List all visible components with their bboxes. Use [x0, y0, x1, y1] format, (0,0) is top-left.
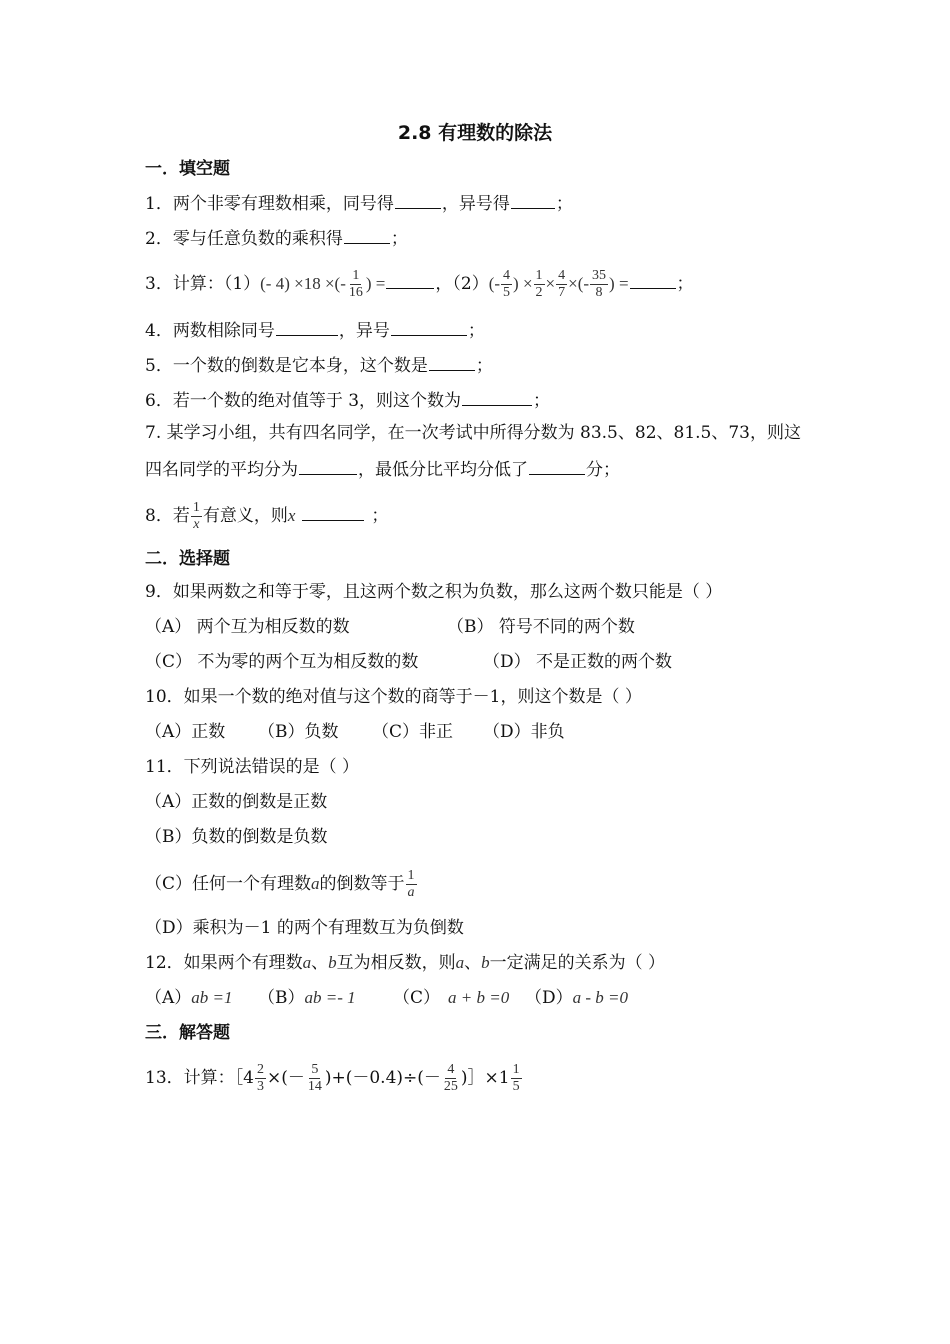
- q1-text-c: ；: [555, 194, 573, 214]
- page-title: 2.8 有理数的除法: [397, 122, 553, 144]
- q8-f-den: x: [193, 517, 200, 532]
- q12-a-math: ab =1: [191, 988, 233, 1007]
- q11-option-d[interactable]: （D）乘积为－1 的两个有理数互为负倒数: [145, 918, 464, 938]
- q3-expr-4: ) ×: [513, 274, 533, 293]
- q13-f4-den: 5: [512, 1079, 520, 1094]
- q3-expr-2: ) =: [365, 274, 386, 293]
- q7-text-a: 四名同学的平均分为: [145, 460, 298, 480]
- q13-text-c: )+(－0.4)÷(－: [324, 1068, 441, 1088]
- question-11-stem: 11．下列说法错误的是（ ）: [145, 757, 360, 777]
- question-9-stem: 9．如果两数之和等于零，且这两个数之积为负数，那么这两个数只能是（ ）: [145, 582, 723, 602]
- q12-b-label: （B）: [258, 988, 305, 1008]
- q2-blank[interactable]: [344, 225, 390, 244]
- q12-text-c: 互为相反数，则: [336, 953, 456, 973]
- q12-option-b[interactable]: [258, 986, 356, 1010]
- q3-expr-7: ) =: [609, 274, 629, 293]
- q3-text-k: ；: [676, 274, 694, 294]
- q3-f2-den: 5: [503, 285, 511, 300]
- question-3: [145, 268, 815, 301]
- q13-f1-den: 3: [256, 1079, 264, 1094]
- q12-c-math: a + b =0: [448, 988, 510, 1007]
- q13-f1-num: 2: [256, 1062, 264, 1077]
- q13-f3-num: 4: [447, 1062, 455, 1077]
- q4-blank-1[interactable]: [276, 317, 338, 336]
- q13-text-b: ×(－: [266, 1068, 305, 1088]
- q4-text-c: ；: [467, 321, 485, 341]
- q1-blank-2[interactable]: [511, 190, 555, 209]
- q11-c-f-den: a: [407, 885, 415, 900]
- q3-fraction-5: [590, 268, 608, 301]
- q3-fraction-1: [347, 268, 365, 301]
- q12-option-a[interactable]: [145, 986, 233, 1010]
- q9-option-c[interactable]: （C） 不为零的两个互为相反数的数: [145, 652, 419, 672]
- section-multiple-choice: 二．选择题: [145, 549, 230, 569]
- q3-f2-num: 4: [503, 268, 511, 283]
- q3-f3-num: 1: [535, 268, 543, 283]
- q10-option-d[interactable]: （D）非负: [483, 722, 565, 742]
- q12-text-e: 一定满足的关系为（ ）: [489, 953, 666, 973]
- section-fill-in: 一．填空题: [145, 159, 230, 179]
- q3-f4-num: 4: [558, 268, 566, 283]
- section-answer: 三．解答题: [145, 1023, 230, 1043]
- question-4: [145, 317, 815, 343]
- q12-b-math: ab =- 1: [304, 988, 356, 1007]
- q3-text-a: 3．计算：（1）: [145, 274, 261, 294]
- q11-option-b[interactable]: （B）负数的倒数是负数: [145, 827, 328, 847]
- q11-option-c[interactable]: [145, 868, 815, 901]
- q9-option-d[interactable]: （D） 不是正数的两个数: [483, 652, 673, 672]
- q13-f3-den: 25: [443, 1079, 458, 1094]
- q12-text-d: 、: [464, 953, 482, 973]
- q13-f4-num: 1: [512, 1062, 520, 1077]
- q12-option-c[interactable]: [393, 986, 509, 1010]
- q11-c-f-num: 1: [407, 868, 415, 883]
- q3-f4-den: 7: [558, 285, 566, 300]
- q6-text-a: 6．若一个数的绝对值等于 3，则这个数为: [145, 391, 462, 411]
- q12-var-a: a: [302, 953, 312, 972]
- q7-text-b: ，最低分比平均分低了: [358, 460, 528, 480]
- q12-c-label: （C）: [393, 988, 441, 1008]
- q10-option-c[interactable]: （C）非正: [372, 722, 454, 742]
- q1-blank-1[interactable]: [395, 190, 441, 209]
- q12-var-b-2: b: [481, 953, 490, 972]
- question-13: [145, 1062, 815, 1095]
- q3-f5-den: 8: [595, 285, 603, 300]
- q13-text-d: )］×1: [460, 1068, 510, 1088]
- q11-c-fraction: [406, 868, 417, 901]
- question-1: [145, 190, 815, 216]
- q7-blank-2[interactable]: [529, 456, 585, 475]
- q3-expr-5: ×: [545, 274, 556, 293]
- q12-text-a: 12．如果两个有理数: [145, 953, 303, 973]
- question-7-line-2: [145, 456, 815, 482]
- q5-blank[interactable]: [429, 352, 475, 371]
- q13-f2-den: 14: [307, 1079, 322, 1094]
- question-6: [145, 387, 815, 413]
- q3-fraction-2: [501, 268, 512, 301]
- q1-text-b: ，异号得: [441, 194, 510, 214]
- q8-var-x: x: [287, 506, 296, 525]
- q9-option-b[interactable]: （B） 符号不同的两个数: [447, 617, 635, 637]
- q9-option-a[interactable]: （A） 两个互为相反数的数: [145, 617, 350, 637]
- q6-text-b: ；: [533, 391, 551, 411]
- q8-fraction: [191, 500, 202, 533]
- q4-text-a: 4．两数相除同号: [145, 321, 275, 341]
- q5-text-a: 5．一个数的倒数是它本身，这个数是: [145, 356, 428, 376]
- question-8: [145, 500, 815, 533]
- q3-f3-den: 2: [535, 285, 543, 300]
- q3-blank-2[interactable]: [630, 270, 676, 289]
- q4-text-b: ，异号: [338, 321, 390, 341]
- q3-blank-1[interactable]: [386, 270, 434, 289]
- q3-f1-den: 16: [348, 285, 363, 300]
- q12-text-b: 、: [311, 953, 329, 973]
- q13-fraction-3: [442, 1062, 460, 1095]
- question-5: [145, 352, 815, 378]
- q13-fraction-4: [511, 1062, 522, 1095]
- q13-fraction-1: [255, 1062, 266, 1095]
- q13-text-a: 13．计算：［4: [145, 1068, 254, 1088]
- q12-var-b: b: [328, 953, 337, 972]
- q7-blank-1[interactable]: [299, 456, 357, 475]
- q10-option-a[interactable]: （A）正数: [145, 722, 226, 742]
- q3-expr-3: (-: [488, 274, 501, 293]
- question-7-line-1: 7. 某学习小组，共有四名同学，在一次考试中所得分数为 83.5、82、81.5、73，则这: [145, 423, 801, 443]
- q13-f2-num: 5: [311, 1062, 319, 1077]
- q12-d-math: a - b =0: [572, 988, 629, 1007]
- q3-f5-num: 35: [592, 268, 607, 283]
- q11-c-var-a: a: [311, 874, 320, 893]
- q8-text-a: 8．若: [145, 506, 190, 526]
- q10-option-b[interactable]: （B）负数: [258, 722, 339, 742]
- question-10-stem: 10．如果一个数的绝对值与这个数的商等于－1，则这个数是（ ）: [145, 687, 642, 707]
- q3-f1-num: 1: [352, 268, 360, 283]
- q12-d-label: （D）: [525, 988, 573, 1008]
- q12-var-a-2: a: [455, 953, 465, 972]
- q5-text-b: ；: [475, 356, 493, 376]
- question-2: [145, 225, 815, 251]
- q2-text-b: ；: [390, 229, 408, 249]
- q3-expr-1: (- 4) ×18 ×(-: [260, 274, 346, 293]
- q1-text-a: 1．两个非零有理数相乘，同号得: [145, 194, 394, 214]
- q13-fraction-2: [306, 1062, 324, 1095]
- question-12-stem: [145, 951, 815, 975]
- q11-c-text-a: （C）任何一个有理数: [145, 874, 312, 894]
- q8-blank[interactable]: [302, 502, 364, 521]
- q12-a-label: （A）: [145, 988, 192, 1008]
- q3-text-d: ，（2）: [435, 274, 489, 294]
- q3-fraction-3: [534, 268, 545, 301]
- q8-text-c: ；: [371, 506, 389, 526]
- q3-fraction-4: [556, 268, 567, 301]
- q4-blank-2[interactable]: [391, 317, 467, 336]
- q3-expr-6: ×(-: [568, 274, 590, 293]
- q2-text-a: 2．零与任意负数的乘积得: [145, 229, 343, 249]
- q11-option-a[interactable]: （A）正数的倒数是正数: [145, 792, 328, 812]
- q6-blank[interactable]: [462, 387, 532, 406]
- q12-option-d[interactable]: [525, 986, 628, 1010]
- q8-f-num: 1: [192, 500, 200, 515]
- q8-text-b: 有意义，则: [202, 506, 288, 526]
- q7-text-c: 分；: [586, 460, 620, 480]
- q11-c-text-b: 的倒数等于: [319, 874, 405, 894]
